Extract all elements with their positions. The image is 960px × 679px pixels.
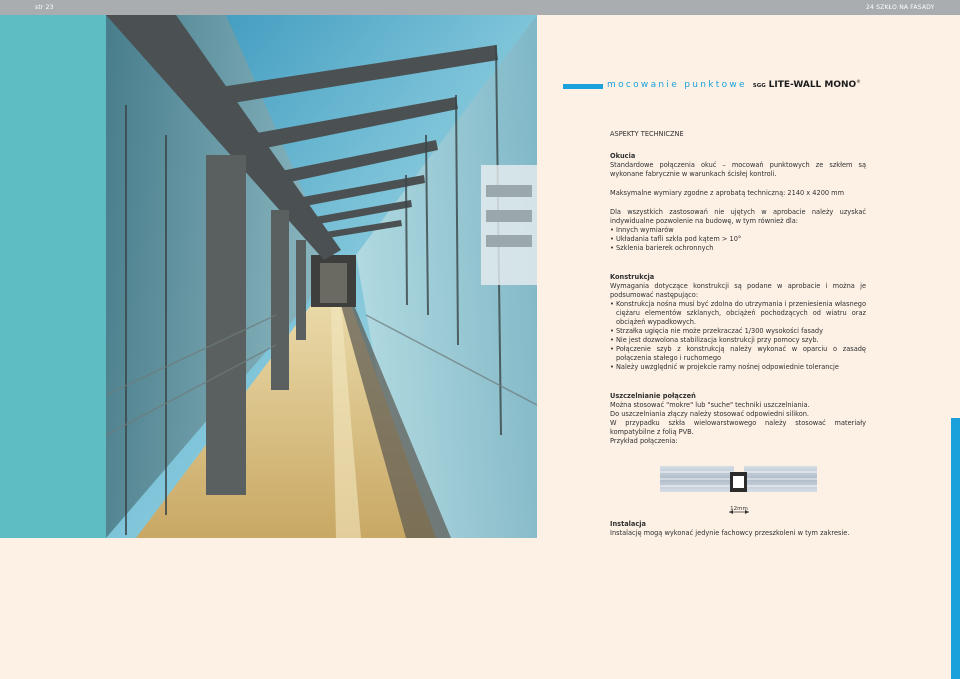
uszczelnianie-heading: Uszczelnianie połączeń <box>610 392 696 400</box>
decorative-blue-strip <box>951 418 960 679</box>
konstrukcja-section <box>610 273 866 372</box>
list-item: • Innych wymiarów <box>610 226 866 235</box>
list-item: • Konstrukcja nośna musi być zdolna do utrzymania i przeniesienia własnego ciężaru elementów szklanych, obciążeń pochodzących od wiatru oraz obciążeń wypadkowych. <box>610 300 866 327</box>
max-dimensions-text: Maksymalne wymiary zgodne z aprobatą techniczną: 2140 x 4200 mm <box>610 189 845 197</box>
seal-core <box>733 476 744 488</box>
list-item: • Nie jest dozwolona stabilizacja konstrukcji przy pomocy szyb. <box>610 336 866 345</box>
list-item: • Szklenia barierek ochronnych <box>610 244 866 253</box>
individual-permit-section <box>610 208 866 253</box>
individual-permit-text: Dla wszystkich zastosowań nie ujętych w aprobacie należy uzyskać indywidualne pozwolenie na budowę, w tym również dla: <box>610 208 866 225</box>
list-item: • Należy uwzględnić w projekcie ramy nośnej odpowiednie tolerancje <box>610 363 866 372</box>
konstrukcja-intro: Wymagania dotyczące konstrukcji są podane w aprobacie i można je podsumować następująco: <box>610 282 866 299</box>
title-spaced-text: mocowanie punktowe <box>607 80 747 90</box>
max-dimensions <box>610 189 866 198</box>
page-title <box>607 80 861 90</box>
glass-corridor-photo <box>106 15 537 538</box>
decorative-teal-strip <box>0 15 106 538</box>
title-registered-mark: ® <box>856 80 861 85</box>
okucia-section <box>610 152 866 179</box>
list-item: • Układania tafli szkła pod kątem > 10° <box>610 235 866 244</box>
instalacja-section <box>610 520 866 538</box>
uszczelnianie-line: Przykład połączenia: <box>610 437 678 445</box>
uszczelnianie-line: Można stosować "mokre" lub "suche" techniki uszczelniania. <box>610 401 810 409</box>
list-item: • Strzałka ugięcia nie może przekraczać 1/300 wysokości fasady <box>610 327 866 336</box>
title-product-name: LITE-WALL MONO <box>768 80 857 90</box>
instalacja-text: Instalację mogą wykonać jedynie fachowcy przeszkoleni w tym zakresie. <box>610 529 850 537</box>
accent-bar <box>563 84 603 89</box>
individual-permit-list <box>610 226 866 253</box>
title-sgg-label: SGG <box>752 83 766 89</box>
konstrukcja-heading: Konstrukcja <box>610 273 655 281</box>
konstrukcja-list <box>610 300 866 372</box>
page-number-right: 24 SZKŁO NA FASADY <box>866 4 935 11</box>
uszczelnianie-section <box>610 392 866 446</box>
instalacja-heading: Instalacja <box>610 520 647 528</box>
okucia-text: Standardowe połączenia okuć – mocowań punktowych ze szkłem są wykonane fabrycznie w warunkach ścisłej kontroli. <box>610 161 866 178</box>
uszczelnianie-line: Do uszczelniania złączy należy stosować odpowiedni silikon. <box>610 410 810 418</box>
okucia-heading: Okucia <box>610 152 636 160</box>
dimension-label: 12mm <box>730 506 748 512</box>
section-title: ASPEKTY TECHNICZNE <box>610 130 684 138</box>
page-header-bar <box>0 0 960 15</box>
joint-example-diagram <box>660 460 817 520</box>
technical-aspects-content <box>610 130 866 446</box>
page-number-left: str 23 <box>35 4 54 11</box>
uszczelnianie-line: W przypadku szkła wielowarstwowego należy stosować materiały kompatybilne z folią PVB. <box>610 419 866 436</box>
list-item: • Połączenie szyb z konstrukcją należy wykonać w oparciu o zasadę połączenia stałego i ruchomego <box>610 345 866 363</box>
